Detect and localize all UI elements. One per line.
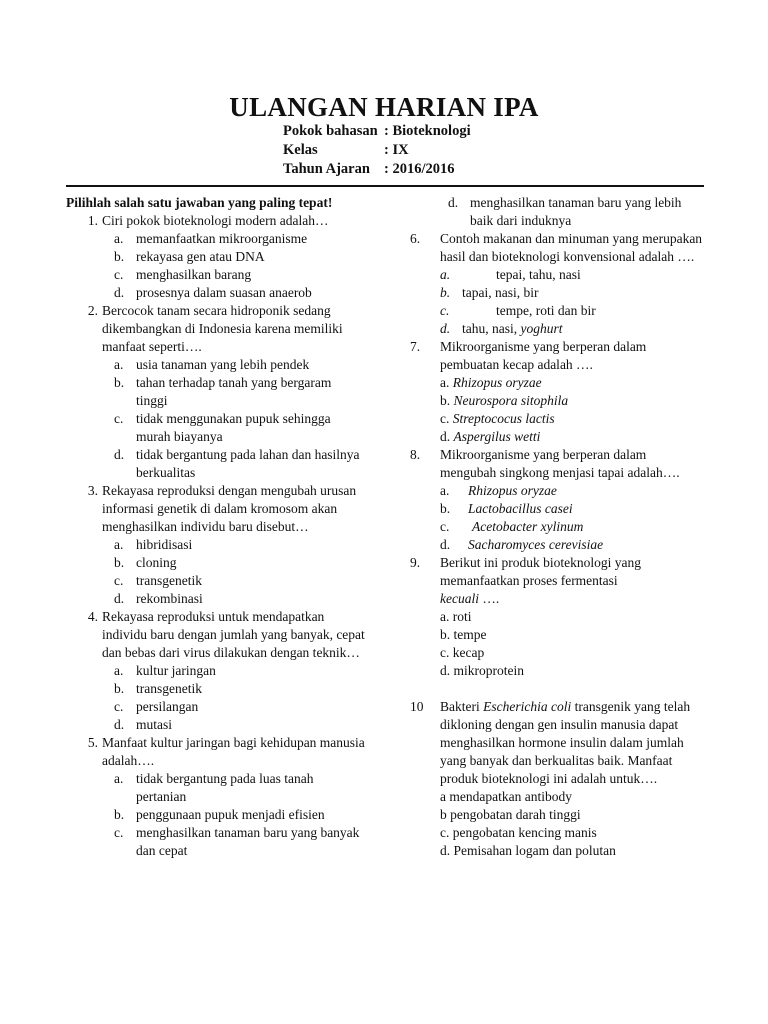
option: [114, 536, 366, 554]
question-text: Rekayasa reproduksi untuk mendapatkan individu baru dengan jumlah yang banyak, cepat dan bebas dari virus dilakukan dengan teknik…: [102, 609, 365, 660]
option-letter: c.: [440, 645, 450, 660]
option: [440, 392, 705, 410]
option-letter: b: [440, 807, 447, 822]
option-letter: c.: [440, 303, 450, 318]
question-2: [66, 302, 366, 482]
question-10: [410, 698, 705, 788]
option-letter: d.: [114, 285, 125, 300]
option-letter: c.: [114, 825, 124, 840]
meta-label: Pokok bahasan: [283, 123, 378, 139]
option-letter: b.: [114, 555, 125, 570]
option: [440, 482, 705, 500]
option: [440, 608, 705, 626]
question-7: [410, 338, 705, 374]
option-text: prosesnya dalam suasan anaerob: [136, 285, 312, 300]
question-4: [66, 608, 366, 734]
option-text: Sacharomyces cerevisiae: [468, 537, 604, 552]
meta-year: [283, 160, 471, 179]
option: [114, 446, 366, 482]
question-6: [410, 230, 705, 266]
option: [114, 572, 366, 590]
instruction: Pilihlah salah satu jawaban yang paling tepat!: [66, 195, 333, 210]
question-text: Bercocok tanam secara hidroponik sedang dikembangkan di Indonesia karena memiliki manfaat seperti….: [102, 303, 343, 354]
option: [440, 536, 705, 554]
question-number: 4.: [87, 609, 98, 624]
option-letter: d.: [448, 195, 459, 210]
option: [114, 770, 366, 806]
option-text: penggunaan pupuk menjadi efisien: [136, 807, 325, 822]
option-letter: d.: [440, 843, 451, 858]
option: [440, 806, 705, 824]
option-letter: a.: [114, 231, 124, 246]
option-letter: a.: [114, 663, 124, 678]
left-column: [66, 194, 366, 860]
option-text: tahu, nasi,: [462, 321, 521, 336]
option-letter: d.: [114, 717, 125, 732]
meta-class: [283, 141, 471, 160]
option: [440, 644, 705, 662]
question-text: Contoh makanan dan minuman yang merupakan hasil dan bioteknologi konvensional adalah ….: [440, 231, 703, 264]
option-letter: b.: [440, 627, 451, 642]
option-text: Rhizopus oryzae: [468, 483, 557, 498]
meta-label: Kelas: [283, 142, 318, 158]
option-letter: d.: [440, 537, 451, 552]
meta-label: Tahun Ajaran: [283, 161, 370, 177]
question-number: 9.: [410, 555, 421, 570]
option-text: tepai, tahu, nasi: [496, 267, 581, 282]
option: [114, 698, 366, 716]
option: [440, 662, 705, 680]
option: [440, 284, 705, 302]
option-text: tempe, roti dan bir: [496, 303, 596, 318]
option-text: tapai, nasi, bir: [462, 285, 539, 300]
option-letter: d.: [440, 663, 451, 678]
option: [440, 428, 705, 446]
option-text: kecap: [452, 645, 485, 660]
option-letter: c.: [440, 519, 450, 534]
question-8: [410, 446, 705, 482]
option: [440, 500, 705, 518]
option: [114, 230, 366, 248]
option-letter: a.: [114, 537, 124, 552]
option-letter: d.: [114, 447, 125, 462]
question-number: 5.: [87, 735, 98, 750]
option: [114, 554, 366, 572]
question-number: 10: [410, 699, 424, 714]
option: [440, 518, 705, 536]
option: [440, 410, 705, 428]
option-text-italic: yoghurt: [520, 321, 563, 336]
option-text: Lactobacillus casei: [468, 501, 573, 516]
question-1: [66, 212, 366, 302]
exam-meta: [283, 122, 471, 179]
option-letter: c.: [114, 573, 124, 588]
question-text-italic: kecuali: [440, 591, 479, 606]
option-text: pengobatan kencing manis: [452, 825, 597, 840]
option: [440, 824, 705, 842]
option-letter: d.: [114, 591, 125, 606]
question-text: Manfaat kultur jaringan bagi kehidupan manusia adalah….: [102, 735, 365, 768]
meta-value: : IX: [384, 142, 409, 158]
question-text: Mikroorganisme yang berperan dalam mengubah singkong menjasi tapai adalah….: [440, 447, 680, 480]
question-3: [66, 482, 366, 608]
option-letter: c.: [114, 699, 124, 714]
question-text: Mikroorganisme yang berperan dalam pembuatan kecap adalah ….: [440, 339, 647, 372]
question-number: 1.: [87, 213, 98, 228]
option-letter: a.: [440, 267, 451, 282]
option-letter: b.: [440, 501, 451, 516]
option-text: pengobatan darah tinggi: [450, 807, 581, 822]
option-text: menghasilkan barang: [136, 267, 252, 282]
option-letter: b.: [114, 681, 125, 696]
option-text: persilangan: [136, 699, 199, 714]
option-text: mendapatkan antibody: [449, 789, 572, 804]
option: [440, 374, 705, 392]
option-letter: b.: [440, 393, 451, 408]
option-letter: a.: [114, 771, 124, 786]
option: [114, 590, 366, 608]
right-column: [410, 194, 705, 860]
option-letter: a.: [440, 483, 450, 498]
question-text: Bakteri Escherichia coli transgenik yang telah dikloning dengan gen insulin manusia dapat menghasilkan hormone insulin dalam jumlah yang banyak dan berkualitas baik. Manfaat produk bioteknologi ini adalah untuk….: [440, 699, 691, 786]
option: [440, 320, 705, 338]
option-text: Acetobacter xylinum: [472, 519, 584, 534]
option-text: tidak bergantung pada lahan dan hasilnya berkualitas: [136, 447, 360, 480]
option: [440, 302, 705, 320]
option-text: mutasi: [136, 717, 172, 732]
meta-value: : 2016/2016: [384, 161, 455, 177]
option: [114, 248, 366, 266]
option: [440, 266, 705, 284]
option: [114, 680, 366, 698]
option-letter: b.: [440, 285, 451, 300]
question-number: 3.: [87, 483, 98, 498]
option: [114, 374, 366, 410]
option-text: hibridisasi: [136, 537, 193, 552]
question-number: 6.: [410, 231, 421, 246]
option-letter: b.: [114, 375, 125, 390]
option-text: roti: [452, 609, 472, 624]
option-text: tidak menggunakan pupuk sehingga murah biayanya: [136, 411, 331, 444]
option: [114, 806, 366, 824]
option: [114, 716, 366, 734]
option-letter: d.: [440, 321, 451, 336]
option: [114, 266, 366, 284]
header-divider: [66, 185, 704, 187]
exam-title: ULANGAN HARIAN IPA: [229, 92, 539, 122]
option: [114, 824, 366, 860]
option-letter: b.: [114, 807, 125, 822]
option-letter: a.: [440, 375, 450, 390]
option-text: menghasilkan tanaman baru yang lebih baik dari induknya: [470, 195, 682, 228]
question-text: Rekayasa reproduksi dengan mengubah urusan informasi genetik di dalam kromosom akan menghasilkan individu baru disebut…: [102, 483, 357, 534]
question-number: 7.: [410, 339, 421, 354]
option-letter: c.: [114, 411, 124, 426]
option: [440, 626, 705, 644]
option: [114, 662, 366, 680]
option: [440, 788, 705, 806]
option-text: transgenetik: [136, 681, 202, 696]
option: [114, 284, 366, 302]
option-letter: b.: [114, 249, 125, 264]
option-text: tidak bergantung pada luas tanah pertanian: [136, 771, 314, 804]
option: [448, 194, 705, 230]
option: [114, 356, 366, 374]
option: [440, 842, 705, 860]
question-number: 8.: [410, 447, 421, 462]
question-9: 9. Berikut ini produk bioteknologi yang memanfaatkan proses fermentasi kecuali ….: [410, 555, 641, 606]
option-text: menghasilkan tanaman baru yang banyak dan cepat: [136, 825, 360, 858]
option-letter: d.: [440, 429, 451, 444]
question-text: Ciri pokok bioteknologi modern adalah…: [102, 213, 329, 228]
option-letter: a.: [114, 357, 124, 372]
option-text: rekayasa gen atau DNA: [136, 249, 265, 264]
question-5: [66, 734, 366, 860]
option-text: Rhizopus oryzae: [452, 375, 542, 390]
meta-value: : Bioteknologi: [384, 123, 471, 139]
option-text: tempe: [453, 627, 487, 642]
option-letter: c.: [440, 825, 450, 840]
option-text: Aspergilus wetti: [453, 429, 541, 444]
option-letter: c.: [440, 411, 450, 426]
question-text: Berikut ini produk bioteknologi yang memanfaatkan proses fermentasi: [440, 555, 641, 588]
option-text: Streptococus lactis: [452, 411, 555, 426]
option-letter: a: [440, 789, 446, 804]
option: [114, 410, 366, 446]
question-number: 2.: [87, 303, 98, 318]
option-text: cloning: [136, 555, 177, 570]
option-letter: a.: [440, 609, 450, 624]
option-text: usia tanaman yang lebih pendek: [136, 357, 310, 372]
option-text: Neurospora sitophila: [453, 393, 569, 408]
option-text: transgenetik: [136, 573, 202, 588]
option-letter: c.: [114, 267, 124, 282]
option-text: Pemisahan logam dan polutan: [453, 843, 616, 858]
option-text: kultur jaringan: [136, 663, 216, 678]
option-text: rekombinasi: [136, 591, 203, 606]
meta-topic: [283, 122, 471, 141]
option-text: mikroprotein: [453, 663, 524, 678]
option-text: tahan terhadap tanah yang bergaram tinggi: [136, 375, 332, 408]
option-text: memanfaatkan mikroorganisme: [136, 231, 308, 246]
